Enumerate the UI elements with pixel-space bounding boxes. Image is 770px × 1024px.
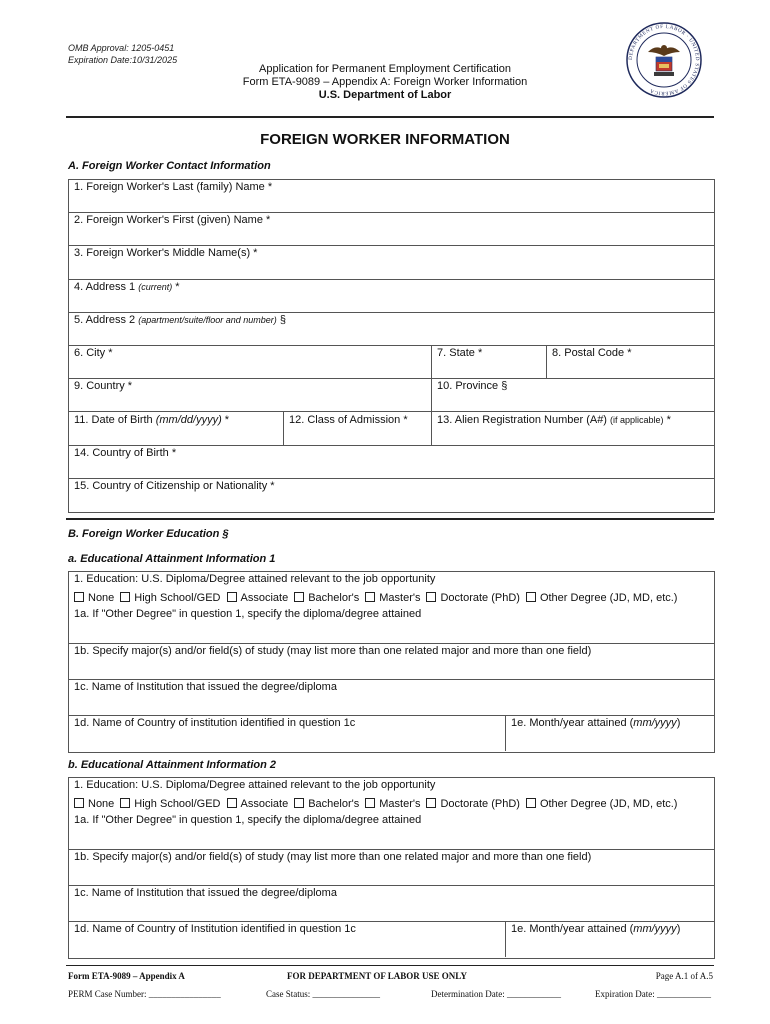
option-none[interactable]: None xyxy=(74,592,114,605)
option-other-degree[interactable]: Other Degree (JD, MD, etc.) xyxy=(526,798,678,811)
dol-seal-logo xyxy=(626,22,702,98)
determination-date: Determination Date: ____________ xyxy=(431,989,561,999)
province-field[interactable]: 10. Province § xyxy=(437,380,508,392)
row-divider xyxy=(68,885,714,886)
education-2-major-field[interactable]: 1b. Specify major(s) and/or field(s) of study (may list more than one related major and more than one field) xyxy=(74,851,592,863)
address-1-note: (current) xyxy=(138,282,173,292)
perm-case-number: PERM Case Number: ________________ xyxy=(68,989,221,999)
education-1-country-field[interactable]: 1d. Name of Country of institution identified in question 1c xyxy=(74,717,356,729)
education-2-country-field[interactable]: 1d. Name of Country of Institution identified in question 1c xyxy=(74,923,356,935)
checkbox-icon[interactable] xyxy=(227,798,237,808)
col-divider xyxy=(505,715,506,751)
row-divider xyxy=(68,445,714,446)
education-1-date-field[interactable] xyxy=(511,717,680,730)
checkbox-icon[interactable] xyxy=(526,592,536,602)
country-of-birth-field[interactable]: 14. Country of Birth * xyxy=(74,447,177,459)
option-associate[interactable]: Associate xyxy=(227,798,289,811)
page-title: FOREIGN WORKER INFORMATION xyxy=(260,131,510,148)
row-divider xyxy=(68,411,714,412)
section-divider xyxy=(66,518,714,520)
option-high-school[interactable]: High School/GED xyxy=(120,798,220,811)
postal-code-field[interactable]: 8. Postal Code * xyxy=(552,347,632,359)
row-divider xyxy=(68,849,714,850)
checkbox-icon[interactable] xyxy=(365,798,375,808)
date-paren: ) xyxy=(676,923,681,935)
row-divider xyxy=(68,921,714,922)
option-high-school[interactable]: High School/GED xyxy=(120,592,220,605)
row-divider xyxy=(68,245,714,246)
checkbox-icon[interactable] xyxy=(365,592,375,602)
footer-divider xyxy=(66,965,714,966)
section-a-heading: A. Foreign Worker Contact Information xyxy=(68,160,271,172)
date-label: 1e. Month/year attained ( xyxy=(511,717,634,729)
alien-reg-required: * xyxy=(663,414,671,426)
row-divider xyxy=(68,212,714,213)
education-2-institution-field[interactable]: 1c. Name of Institution that issued the degree/diploma xyxy=(74,887,337,899)
col-divider xyxy=(546,345,547,378)
address-1-field[interactable] xyxy=(74,281,180,294)
row-divider xyxy=(68,345,714,346)
alien-registration-field[interactable] xyxy=(437,414,671,427)
education-2-heading: b. Educational Attainment Information 2 xyxy=(68,759,276,771)
header-line-1: Application for Permanent Employment Certification xyxy=(259,63,511,75)
checkbox-icon[interactable] xyxy=(426,798,436,808)
section-a-table xyxy=(68,179,715,513)
option-doctorate[interactable]: Doctorate (PhD) xyxy=(426,798,519,811)
row-divider xyxy=(68,478,714,479)
checkbox-icon[interactable] xyxy=(426,592,436,602)
education-1-heading: a. Educational Attainment Information 1 xyxy=(68,553,276,565)
education-2-options xyxy=(74,798,683,811)
footer-page-number: Page A.1 of A.5 xyxy=(655,971,713,981)
checkbox-icon[interactable] xyxy=(74,798,84,808)
date-paren: ) xyxy=(676,717,681,729)
option-none[interactable]: None xyxy=(74,798,114,811)
date-format: mm/yyyy xyxy=(633,717,677,729)
header-line-2: Form ETA-9089 – Appendix A: Foreign Worker Information xyxy=(242,76,528,88)
option-bachelors[interactable]: Bachelor's xyxy=(294,592,359,605)
footer-expiration-date: Expiration Date: ____________ xyxy=(595,989,711,999)
class-of-admission-field[interactable]: 12. Class of Admission * xyxy=(289,414,408,426)
country-field[interactable]: 9. Country * xyxy=(74,380,133,392)
date-label: 1e. Month/year attained ( xyxy=(511,923,634,935)
header-divider xyxy=(66,116,714,118)
omb-approval: OMB Approval: 1205-0451 xyxy=(68,43,175,53)
first-name-field[interactable]: 2. Foreign Worker's First (given) Name * xyxy=(74,214,271,226)
row-divider xyxy=(68,378,714,379)
dob-required: * xyxy=(221,414,230,426)
checkbox-icon[interactable] xyxy=(74,592,84,602)
checkbox-icon[interactable] xyxy=(120,798,130,808)
option-doctorate[interactable]: Doctorate (PhD) xyxy=(426,592,519,605)
city-field[interactable]: 6. City * xyxy=(74,347,113,359)
education-2-date-field[interactable] xyxy=(511,923,680,936)
option-other-degree[interactable]: Other Degree (JD, MD, etc.) xyxy=(526,592,678,605)
footer-dol-use: FOR DEPARTMENT OF LABOR USE ONLY xyxy=(287,971,467,981)
case-status: Case Status: _______________ xyxy=(266,989,380,999)
checkbox-icon[interactable] xyxy=(294,592,304,602)
education-2-question: 1. Education: U.S. Diploma/Degree attained relevant to the job opportunity xyxy=(74,779,436,791)
citizenship-field[interactable]: 15. Country of Citizenship or Nationality * xyxy=(74,480,275,492)
date-format: mm/yyyy xyxy=(633,923,677,935)
option-masters[interactable]: Master's xyxy=(365,798,420,811)
education-1-other-degree-field[interactable]: 1a. If "Other Degree" in question 1, specify the diploma/degree attained xyxy=(74,608,422,620)
checkbox-icon[interactable] xyxy=(526,798,536,808)
row-divider xyxy=(68,312,714,313)
date-of-birth-field[interactable] xyxy=(74,414,229,427)
omb-expiration: Expiration Date:10/31/2025 xyxy=(68,55,178,65)
last-name-field[interactable]: 1. Foreign Worker's Last (family) Name * xyxy=(74,181,273,193)
middle-name-field[interactable]: 3. Foreign Worker's Middle Name(s) * xyxy=(74,247,258,259)
checkbox-icon[interactable] xyxy=(294,798,304,808)
address-2-note: (apartment/suite/floor and number) xyxy=(138,315,277,325)
checkbox-icon[interactable] xyxy=(120,592,130,602)
row-divider xyxy=(68,715,714,716)
row-divider xyxy=(68,679,714,680)
education-1-institution-field[interactable]: 1c. Name of Institution that issued the degree/diploma xyxy=(74,681,337,693)
section-b-heading: B. Foreign Worker Education § xyxy=(68,528,229,540)
address-1-label: 4. Address 1 xyxy=(74,281,139,293)
education-1-question: 1. Education: U.S. Diploma/Degree attained relevant to the job opportunity xyxy=(74,573,436,585)
alien-reg-note: (if applicable) xyxy=(610,415,664,425)
row-divider xyxy=(68,279,714,280)
dob-format: (mm/dd/yyyy) xyxy=(155,414,222,426)
option-masters[interactable]: Master's xyxy=(365,592,420,605)
header-line-3: U.S. Department of Labor xyxy=(318,89,452,101)
seal-lettering: DEPARTMENT OF LABOR · UNITED STATES OF AMERICA xyxy=(627,23,701,97)
col-divider xyxy=(283,411,284,445)
footer-form-id: Form ETA-9089 – Appendix A xyxy=(68,971,185,981)
dob-label: 11. Date of Birth xyxy=(74,414,156,426)
address-1-required: * xyxy=(172,281,180,293)
col-divider xyxy=(505,921,506,957)
education-1-options xyxy=(74,592,683,605)
col-divider xyxy=(431,345,432,445)
alien-reg-label: 13. Alien Registration Number (A#) xyxy=(437,414,611,426)
state-field[interactable]: 7. State * xyxy=(437,347,483,359)
address-2-mark: § xyxy=(276,314,286,326)
option-associate[interactable]: Associate xyxy=(227,592,289,605)
education-1-major-field[interactable]: 1b. Specify major(s) and/or field(s) of study (may list more than one related major and more than one field) xyxy=(74,645,592,657)
address-2-field[interactable] xyxy=(74,314,286,327)
checkbox-icon[interactable] xyxy=(227,592,237,602)
address-2-label: 5. Address 2 xyxy=(74,314,139,326)
row-divider xyxy=(68,643,714,644)
education-2-other-degree-field[interactable]: 1a. If "Other Degree" in question 1, specify the diploma/degree attained xyxy=(74,814,422,826)
option-bachelors[interactable]: Bachelor's xyxy=(294,798,359,811)
